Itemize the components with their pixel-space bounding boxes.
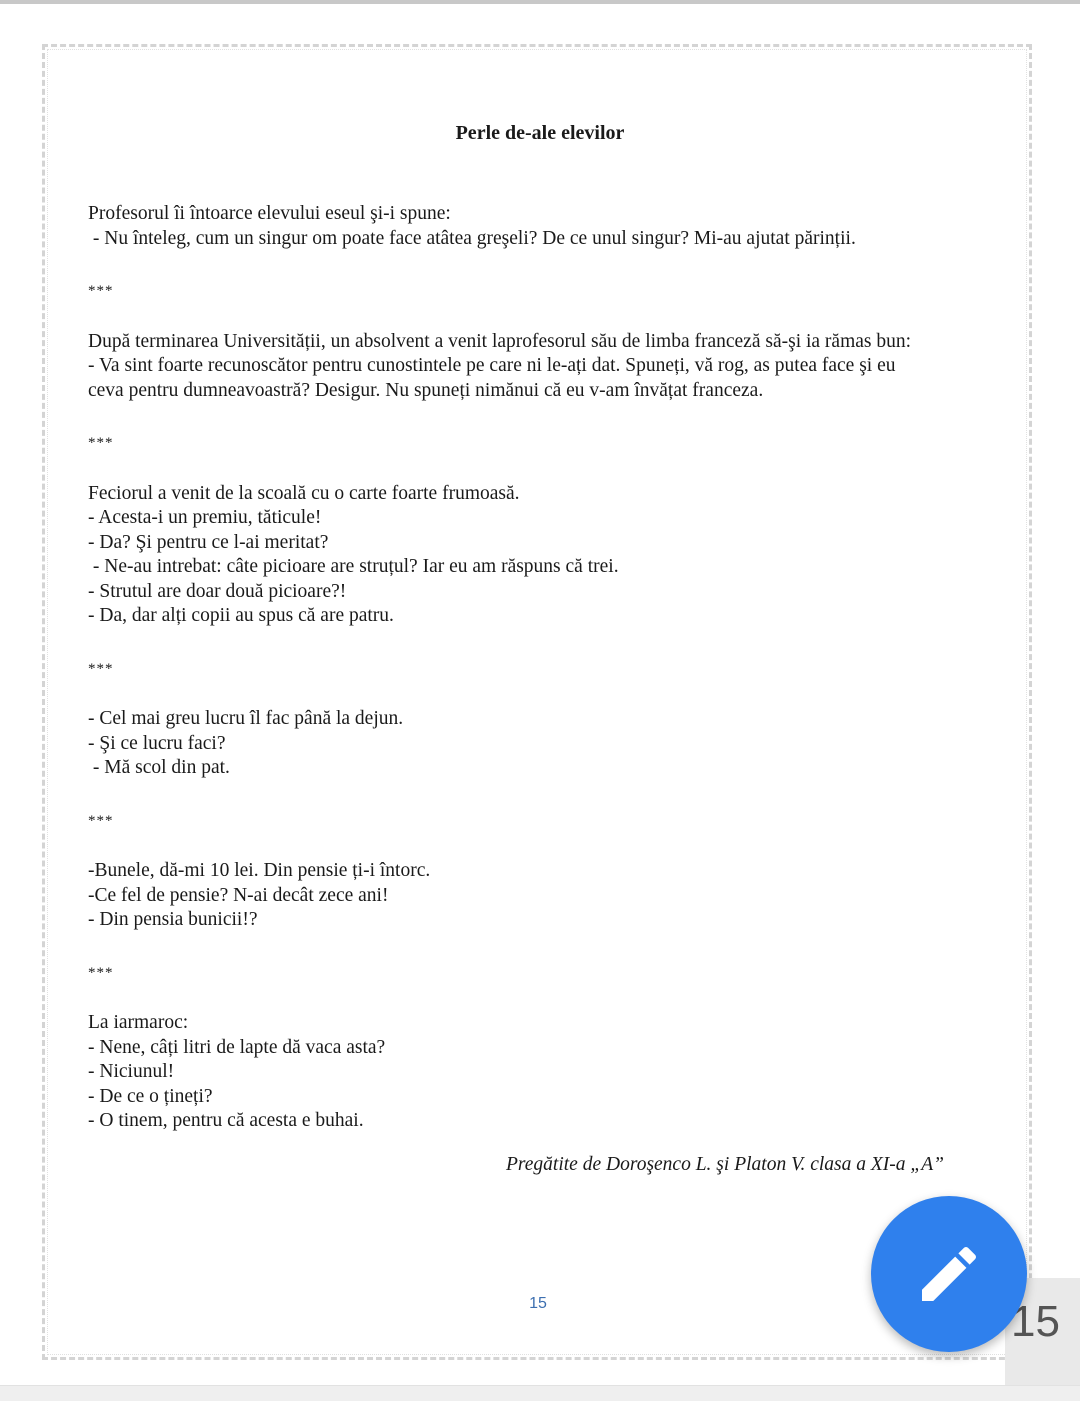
viewer-bottom-strip [0, 1385, 1080, 1401]
text-line: - Nu înteleg, cum un singur om poate face atâtea greşeli? De ce unul singur? Mi-au ajutat părinții. [88, 227, 856, 249]
document-title: Perle de-ale elevilor [455, 122, 625, 144]
section-separator: *** [88, 812, 114, 829]
text-line: - Da? Şi pentru ce l-ai meritat? [88, 531, 329, 553]
text-line: - Da, dar alți copii au spus că are patru. [88, 605, 394, 626]
text-line: După terminarea Universității, un absolvent a venit laprofesorul său de limba franceză să-şi ia rămas bun: [88, 330, 912, 352]
section-separator: *** [88, 283, 114, 299]
text-line: - Cel mai greu lucru îl fac până la dejun. [88, 708, 404, 729]
text-line: - Strutul are doar două picioare?! [88, 580, 347, 602]
pencil-icon [913, 1238, 985, 1310]
text-line: - Din pensia bunicii!? [88, 909, 258, 930]
text-line: - Şi ce lucru faci? [88, 732, 226, 754]
section-separator: *** [88, 964, 114, 981]
text-line: ceva pentru dumneavoastră? Desigur. Nu spuneți nimănui că eu v-am învățat franceza. [88, 379, 764, 401]
text-line: La iarmaroc: [88, 1012, 189, 1033]
viewer-top-bar [0, 0, 1080, 4]
section-separator: *** [88, 435, 114, 451]
text-line: - De ce o țineți? [88, 1085, 213, 1107]
text-line: Profesorul îi întoarce elevului eseul şi-i spune: [88, 203, 451, 224]
section-separator: *** [88, 660, 114, 677]
page-number: 15 [529, 1295, 547, 1312]
text-line: - O tinem, pentru că acesta e buhai. [88, 1110, 364, 1131]
text-line: - Ne-au intrebat: câte picioare are struțul? Iar eu am răspuns că trei. [88, 556, 619, 577]
text-line: - Nene, câți litri de lapte dă vaca asta? [88, 1036, 386, 1058]
text-line: - Niciunul! [88, 1061, 175, 1082]
page-indicator-badge: 15 [1005, 1278, 1080, 1385]
text-line: -Ce fel de pensie? N-ai decât zece ani! [88, 884, 389, 906]
edit-button[interactable] [871, 1196, 1027, 1352]
document-body [88, 202, 1008, 1134]
text-line: - Acesta-i un premiu, tăticule! [88, 507, 322, 528]
text-line: - Va sint foarte recunoscător pentru cunostintele pe care ni le-ați dat. Spuneți, vă rog, as putea face şi eu [88, 355, 896, 376]
author-signature: Pregătite de Doroşenco L. şi Platon V. clasa a XI-a „A” [506, 1154, 944, 1175]
text-line: Feciorul a venit de la scoală cu o carte foarte frumoasă. [88, 482, 520, 504]
text-line: -Bunele, dă-mi 10 lei. Din pensie ți-i întorc. [88, 860, 431, 881]
text-line: - Mă scol din pat. [88, 757, 230, 778]
